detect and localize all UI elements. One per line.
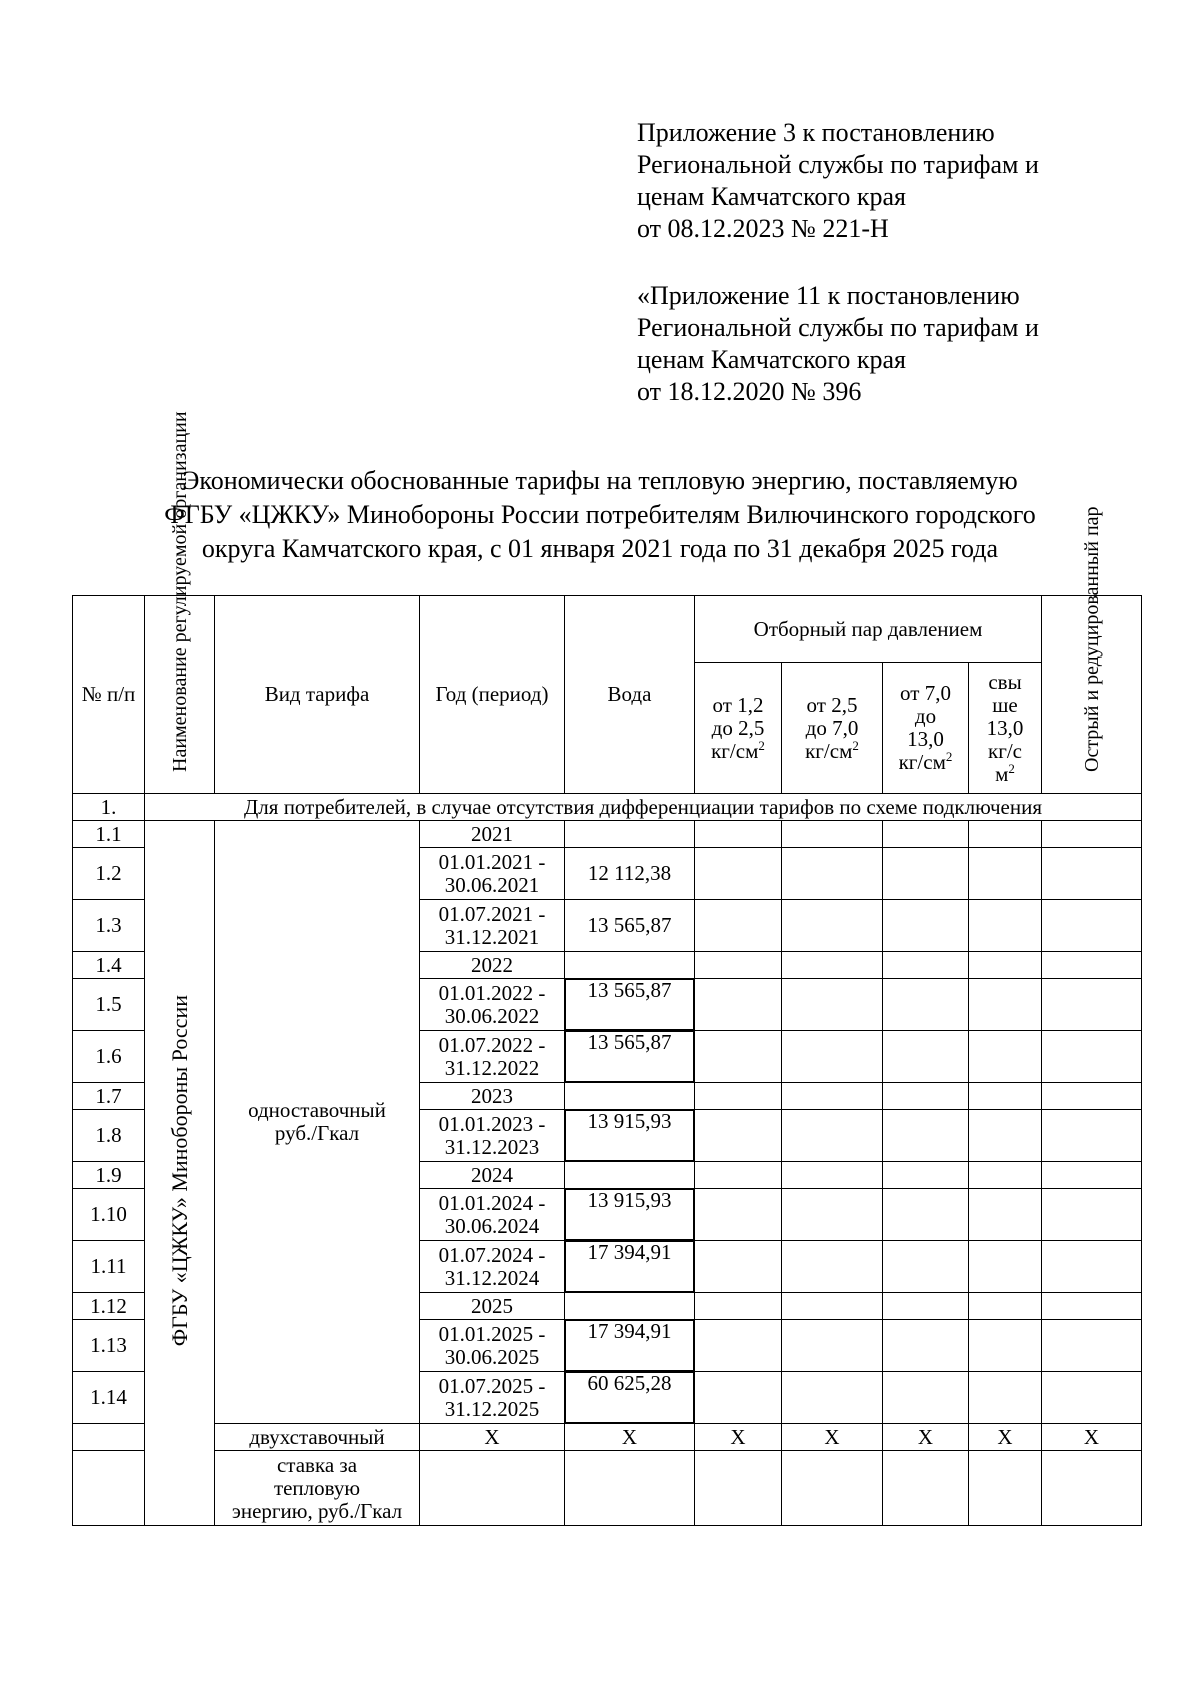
period-end: 30.06.2025: [444, 1344, 540, 1369]
single-rate-label: одноставочный: [248, 1098, 386, 1122]
water-cell: [565, 1083, 695, 1110]
unit-sup: 2: [1008, 760, 1015, 776]
x-mark: X: [1042, 1424, 1142, 1451]
header-steam-group: Отборный пар давлением: [695, 596, 1042, 663]
period-cell: 2021: [420, 821, 565, 848]
period-start: 01.01.2025 -: [438, 1321, 546, 1346]
section-row: [73, 794, 1142, 821]
header-sharp-steam-text: Острый и редуцированный пар: [1080, 506, 1103, 772]
period-end: 31.12.2025: [444, 1396, 540, 1421]
unit-sup: 2: [945, 749, 953, 764]
period-cell: [420, 1189, 565, 1241]
header-steam-4: [969, 663, 1042, 794]
appendix-line: ценам Камчатского края: [637, 345, 906, 374]
row-num: 1.11: [73, 1241, 145, 1293]
period-end: 31.12.2021: [444, 924, 540, 949]
water-cell: 60 625,28: [565, 1372, 695, 1424]
header-line: от 7,0: [900, 681, 951, 705]
heat-rate-row: [73, 1451, 1142, 1526]
period-cell: [420, 1031, 565, 1083]
header-unit: [887, 751, 964, 774]
period-end: 30.06.2022: [444, 1003, 540, 1028]
water-cell: 13 565,87: [565, 979, 695, 1031]
table-row: [73, 821, 1142, 848]
row-num: 1.14: [73, 1372, 145, 1424]
row-num: 1.2: [73, 848, 145, 900]
row-num: 1.10: [73, 1189, 145, 1241]
x-mark: X: [969, 1424, 1042, 1451]
period-end: 31.12.2022: [444, 1055, 540, 1080]
period-start: 01.07.2024 -: [438, 1242, 546, 1267]
header-line: 13,0: [907, 727, 944, 751]
unit-text: м: [995, 761, 1009, 786]
appendix-line: «Приложение 11 к постановлению: [637, 281, 1020, 310]
row-num: 1.8: [73, 1110, 145, 1162]
x-mark: X: [782, 1424, 883, 1451]
header-line: до 7,0: [805, 715, 859, 740]
period-cell: [420, 1320, 565, 1372]
x-mark: X: [565, 1424, 695, 1451]
row-num: 1.6: [73, 1031, 145, 1083]
header-unit: [699, 737, 777, 763]
document-title: [100, 464, 1100, 566]
period-cell: [420, 1372, 565, 1424]
water-cell: [565, 952, 695, 979]
period-cell: 2023: [420, 1083, 565, 1110]
row-num: 1.7: [73, 1083, 145, 1110]
header-line: от 2,5: [806, 692, 858, 717]
heat-rate-line: энергию, руб./Гкал: [231, 1498, 403, 1523]
period-cell: [420, 1241, 565, 1293]
row-num: 1.3: [73, 900, 145, 952]
period-cell: 2024: [420, 1162, 565, 1189]
water-cell: [565, 1162, 695, 1189]
appendix-line: Приложение 3 к постановлению: [637, 118, 995, 147]
header-org-name-text: Наименование регулируемой организации: [168, 411, 191, 772]
header-steam-3: [883, 663, 969, 794]
header-line: до: [914, 704, 937, 728]
x-mark: X: [883, 1424, 969, 1451]
header-num: № п/п: [73, 596, 145, 794]
appendix-reference-original: [637, 280, 1107, 408]
two-rate-label: двухставочный: [215, 1424, 420, 1451]
period-end: 30.06.2021: [444, 872, 540, 897]
period-end: 31.12.2023: [444, 1134, 540, 1159]
unit-text: кг/см: [898, 750, 946, 774]
unit-sup: 2: [758, 737, 765, 753]
water-cell: 13 565,87: [565, 900, 695, 952]
period-cell: [420, 848, 565, 900]
header-unit: [786, 737, 878, 763]
org-name-cell: [145, 821, 215, 1526]
x-mark: X: [695, 1424, 782, 1451]
water-cell: 12 112,38: [565, 848, 695, 900]
row-num: 1.9: [73, 1162, 145, 1189]
unit-text: кг/см: [711, 738, 759, 763]
row-num: 1.5: [73, 979, 145, 1031]
org-name-text: ФГБУ «ЦЖКУ» Минобороны России: [166, 994, 192, 1347]
water-cell: [565, 1293, 695, 1320]
period-cell: [420, 900, 565, 952]
header-year: Год (период): [420, 596, 565, 794]
water-cell: 17 394,91: [565, 1320, 695, 1372]
single-rate-unit: руб./Гкал: [274, 1121, 360, 1145]
header-tariff-type: Вид тарифа: [215, 596, 420, 794]
period-start: 01.01.2022 -: [438, 980, 546, 1005]
water-cell: 13 915,93: [565, 1189, 695, 1241]
period-cell: 2025: [420, 1293, 565, 1320]
appendix-line: от 18.12.2020 № 396: [637, 377, 862, 406]
unit-text: кг/см: [805, 738, 853, 763]
period-end: 30.06.2024: [444, 1213, 540, 1238]
header-org-name: [145, 411, 215, 794]
heat-rate-line: тепловую: [273, 1475, 361, 1500]
water-cell: [565, 821, 695, 848]
period-start: 01.01.2024 -: [438, 1190, 546, 1215]
section-label: Для потребителей, в случае отсутствия дифференциации тарифов по схеме подключения: [145, 794, 1142, 821]
period-start: 01.01.2023 -: [438, 1111, 546, 1136]
row-num-empty: [73, 1451, 145, 1526]
period-end: 31.12.2024: [444, 1265, 540, 1290]
row-num: 1.1: [73, 821, 145, 848]
period-start: 01.07.2021 -: [438, 901, 546, 926]
title-line: ФГБУ «ЦЖКУ» Минобороны России потребителям Вилючинского городского: [164, 500, 1036, 529]
appendix-line: ценам Камчатского края: [637, 182, 906, 211]
unit-sup: 2: [852, 737, 859, 753]
period-start: 01.07.2022 -: [438, 1032, 546, 1057]
header-line: свы: [988, 669, 1022, 694]
title-line: округа Камчатского края, с 01 января 2021 года по 31 декабря 2025 года: [201, 534, 999, 563]
title-line: Экономически обоснованные тарифы на тепловую энергию, поставляемую: [182, 466, 1018, 495]
header-line: от 1,2: [712, 692, 764, 717]
period-start: 01.01.2021 -: [438, 849, 546, 874]
period-start: 01.07.2025 -: [438, 1373, 546, 1398]
appendix-line: Региональной службы по тарифам и: [637, 150, 1039, 179]
header-steam-2: [782, 663, 883, 794]
header-steam-1: [695, 663, 782, 794]
section-num: 1.: [73, 794, 145, 821]
two-rate-row: [73, 1424, 1142, 1451]
header-sharp-steam: [1042, 506, 1142, 794]
row-num-empty: [73, 1424, 145, 1451]
header-line: до 2,5: [711, 715, 765, 740]
appendix-line: от 08.12.2023 № 221-Н: [637, 214, 889, 243]
row-num: 1.12: [73, 1293, 145, 1320]
period-cell: [420, 979, 565, 1031]
heat-rate-line: ставка за: [276, 1452, 358, 1477]
row-num: 1.13: [73, 1320, 145, 1372]
x-mark: X: [420, 1424, 565, 1451]
heat-rate-label: [215, 1451, 420, 1526]
period-cell: 2022: [420, 952, 565, 979]
row-num: 1.4: [73, 952, 145, 979]
single-rate-cell: [215, 821, 420, 1424]
header-line: 13,0: [986, 715, 1024, 740]
water-cell: 13 565,87: [565, 1031, 695, 1083]
appendix-line: Региональной службы по тарифам и: [637, 313, 1039, 342]
header-row: [73, 596, 1142, 663]
period-cell: [420, 1110, 565, 1162]
water-cell: 13 915,93: [565, 1110, 695, 1162]
header-line: ше: [992, 692, 1018, 717]
header-unit: [973, 760, 1037, 786]
water-cell: 17 394,91: [565, 1241, 695, 1293]
appendix-reference-current: [637, 117, 1107, 245]
header-water: Вода: [565, 596, 695, 794]
header-line: кг/с: [988, 738, 1022, 763]
